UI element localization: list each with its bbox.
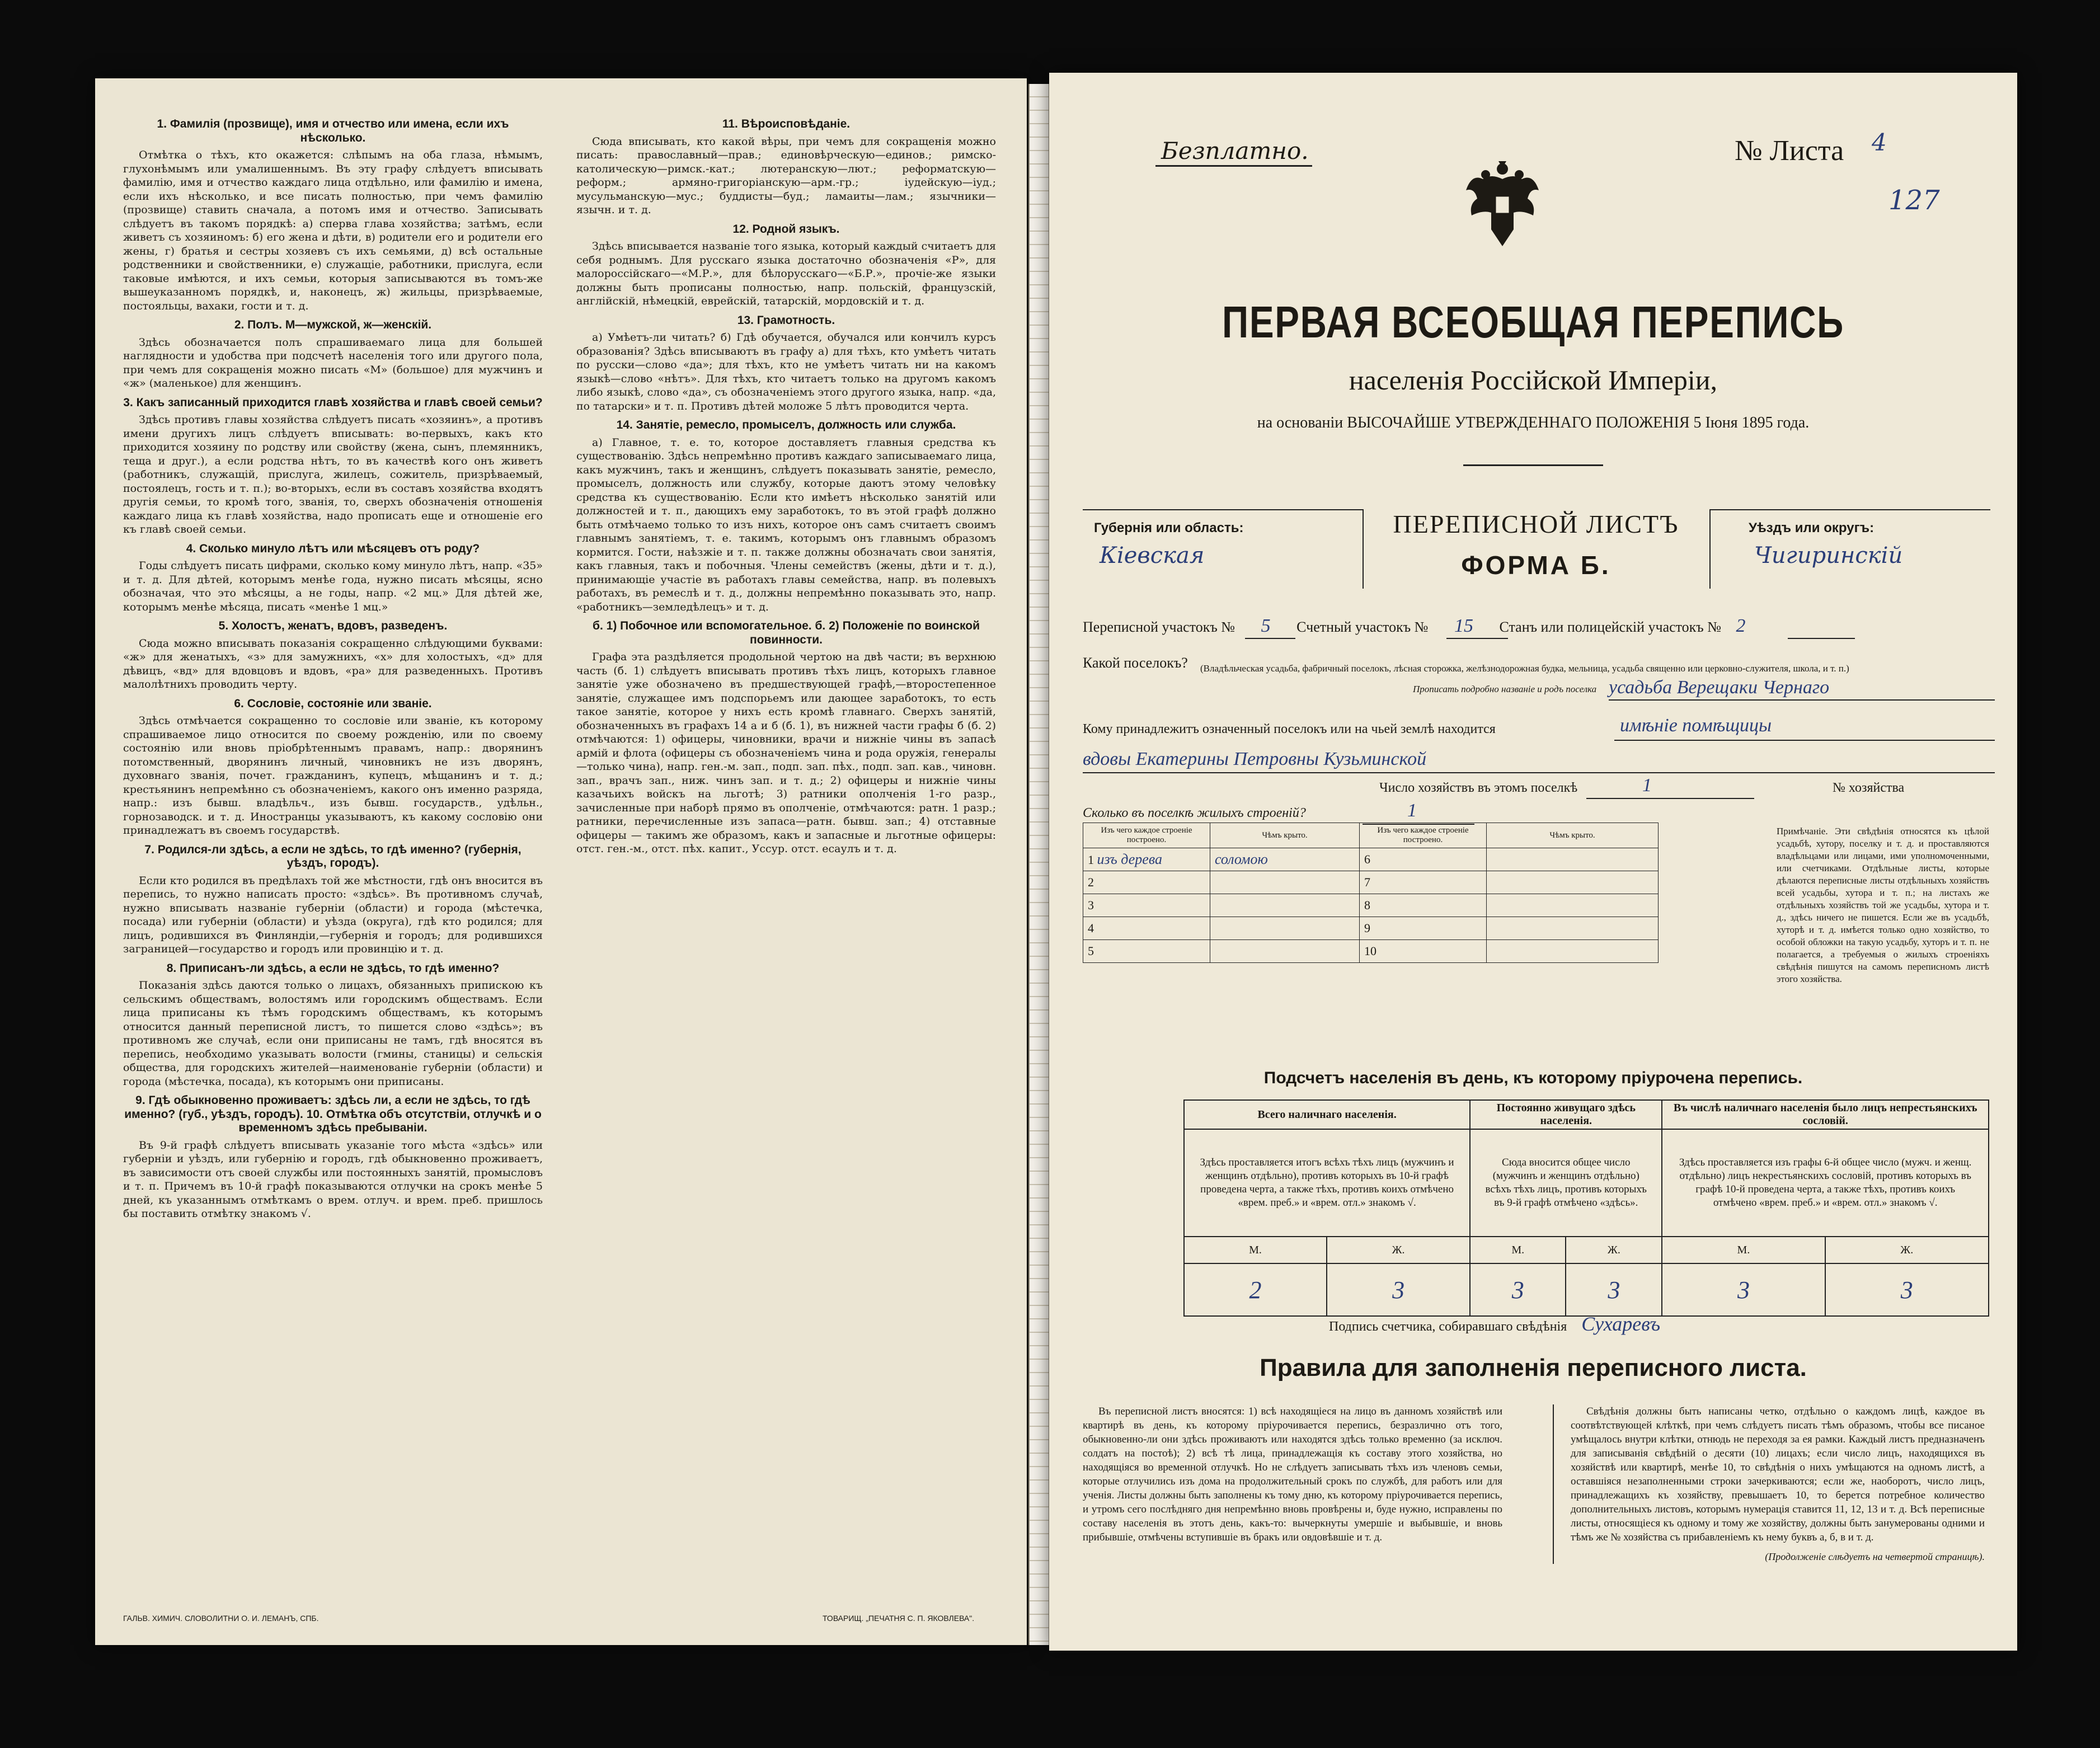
table-cell[interactable]: 9: [1360, 917, 1487, 940]
table-cell[interactable]: [1487, 871, 1659, 894]
table-row: [1083, 917, 1659, 940]
table-cell[interactable]: 2: [1083, 871, 1210, 894]
stan-value[interactable]: 2: [1736, 615, 1746, 636]
male-header: М.: [1662, 1237, 1825, 1263]
gubernia-label: Губернія или область:: [1094, 520, 1244, 535]
table-row: [1083, 894, 1659, 917]
household-no-label: № хозяйства: [1833, 781, 1905, 795]
poselok-hint2: Прописать подробно названіе и родъ поселка: [1413, 684, 1597, 694]
nonpeasant-male-value[interactable]: 3: [1662, 1263, 1825, 1316]
left-column-1: [123, 112, 543, 1225]
count-header-3: Въ числѣ наличнаго населенія было лицъ непрестьянскихъ сословій.: [1662, 1100, 1989, 1129]
underline: [1788, 638, 1855, 639]
section-text: Здѣсь вписывается названіе того языка, который каждый считаетъ для себя роднымъ. Для русскаго языка достаточно обозначенія «Р», для малороссійскаго—«М.Р.», для бѣлорусскаго—«Б.Р.», прочіе-же языки должны быть прописаны полностью, напр. польскій, французскій, англійскій, нѣмецкій, еврейскій, татарскій, мордовскій и т. д.: [576, 240, 996, 307]
total-male-value[interactable]: 2: [1184, 1263, 1327, 1316]
rules-column-left: [1083, 1404, 1502, 1549]
archive-number-handwritten: 127: [1888, 185, 1940, 216]
underline: [1614, 740, 1995, 741]
table-cell[interactable]: [1210, 917, 1360, 940]
form-heading-line2: ФОРМА Б.: [1461, 551, 1611, 580]
section-heading: б. 1) Побочное или вспомогательное. б. 2) Положеніе по воинской повинности.: [593, 619, 980, 646]
row1-material[interactable]: изъ дерева: [1097, 851, 1162, 867]
left-page: [95, 78, 1027, 1645]
count-header-1: Всего наличнаго населенія.: [1184, 1100, 1470, 1129]
schetny-label: Счетный участокъ №: [1296, 619, 1429, 635]
owner-value-2[interactable]: вдовы Екатерины Петровны Кузьминской: [1083, 749, 1427, 769]
poselok-value[interactable]: усадьба Верещаки Чернаго: [1609, 677, 1830, 698]
poselok-row: [1083, 655, 1188, 671]
table-cell[interactable]: [1487, 940, 1659, 963]
table-cell[interactable]: [1210, 871, 1360, 894]
table-cell[interactable]: 10: [1360, 940, 1487, 963]
count-desc-1: Здѣсь проставляется итогъ всѣхъ тѣхъ лицъ (мужчинъ и женщинъ отдѣльно), противъ которыхъ въ 10-й графѣ проведена черта, а также тѣхъ, противъ коихъ отмѣчено «врем. преб.» и «врем. отл.» знакомъ √.: [1184, 1129, 1470, 1237]
col-material-header: Изъ чего каждое строеніе построено.: [1083, 823, 1210, 848]
uchastok-value[interactable]: 5: [1261, 615, 1271, 636]
row1-roof[interactable]: соломою: [1215, 851, 1268, 867]
underline: [1245, 638, 1295, 639]
section-heading: 7. Родился-ли здѣсь, а если не здѣсь, то гдѣ именно? (губернія, уѣздъ, городъ).: [144, 843, 522, 870]
total-female-value[interactable]: 3: [1327, 1263, 1470, 1316]
section-heading: 4. Сколько минуло лѣтъ или мѣсяцевъ отъ роду?: [186, 542, 480, 555]
legal-basis: на основаніи ВЫСОЧАЙШЕ УТВЕРЖДЕННАГО ПОЛОЖЕНІЯ 5 Іюня 1895 года.: [1257, 414, 1810, 431]
nonpeasant-female-value[interactable]: 3: [1825, 1263, 1989, 1316]
households-value[interactable]: 1: [1642, 775, 1652, 796]
resident-female-value[interactable]: 3: [1566, 1263, 1662, 1316]
section-text: Отмѣтка о тѣхъ, кто окажется: слѣпымъ на оба глаза, нѣмымъ, глухонѣмымъ или умалишеннымъ. Въ эту графу слѣдуетъ вписывать фамилію, имя и отчество каждаго лица отдѣльно, или фамилію и имена, если ихъ нѣсколько, и все писать полностью, при чемъ фамилію (прозвище) ставить сначала, а потомъ имя и отчество. Записывать слѣдуетъ въ такомъ порядкѣ: а) сперва глава хозяйства; затѣмъ, если живетъ съ хозяиномъ: б) его жена и дѣти, в) родители его и родители его жены, г) братья и сестры хозяевъ съ ихъ семьями, д) всѣ остальные родственники и свойственники, е) служащіе, работники, прислуга, если таковые имѣются, и ихъ семьи, которыя записываются въ томъ-же вышеуказанномъ порядкѣ, и, наконецъ, ж) жильцы, призрѣваемые, постояльцы, вахаки, гости и т. д.: [123, 149, 543, 312]
section-text: Здѣсь противъ главы хозяйства слѣдуетъ писать «хозяинъ», а противъ имени другихъ лицъ слѣдуетъ вписывать: во-первыхъ, какъ кто приходится хозяину по родству или свойству (жена, сынъ, племянникъ, теща и друг.), а если родства нѣтъ, то въ качествѣ кого онъ живетъ (работникъ, служащій, прислуга, жилецъ, сожитель, призрѣваемый, постоялецъ, гость и т. п.); во-вторыхъ, если въ составъ хозяйства входятъ другія семьи, то кромѣ того, званія, то, сверхъ обозначенія отношенія каждаго лица къ главѣ хозяйства, надо прописать еще и отношеніе его къ главѣ своей семьи.: [123, 413, 543, 535]
table-cell[interactable]: 4: [1083, 917, 1210, 940]
count-title: Подсчетъ населенія въ день, къ которому пріурочена перепись.: [1263, 1069, 1803, 1087]
left-column-2: [576, 112, 996, 861]
count-desc-2: Сюда вносится общее число (мужчинъ и женщинъ отдѣльно) всѣхъ тѣхъ лицъ, противъ которыхъ въ 9-й графѣ отмѣчено «здѣсь».: [1470, 1129, 1662, 1237]
section-heading: 1. Фамилія (прозвище), имя и отчество или имена, если ихъ нѣсколько.: [157, 118, 509, 144]
section-text: Показанія здѣсь даются только о лицахъ, обязанныхъ припискою къ сельскимъ обществамъ, волостямъ или городскимъ обществамъ. Если лица приписаны къ тѣмъ городскимъ обществамъ, къ которымъ относится данный переписной листъ, то пишется слово «здѣсь»; въ противномъ же случаѣ, если они приписаны не тамъ, гдѣ вносятся въ перепись, необходимо указывать волости (гмины, станицы) и сельскія общества, для городскихъ жителей—наименованіе губерніи (области) и города (мѣстечка, посада), къ которымъ они приписаны.: [123, 979, 543, 1088]
col-material-header: Изъ чего каждое строеніе построено.: [1360, 823, 1487, 848]
section-heading: 12. Родной языкъ.: [732, 222, 840, 236]
page-title: ПЕРВАЯ ВСЕОБЩАЯ ПЕРЕПИСЬ: [1222, 297, 1844, 347]
sheet-number-handwritten: 4: [1872, 129, 1887, 156]
poselok-hint: (Владѣльческая усадьба, фабричный поселокъ, лѣсная сторожка, желѣзнодорожная будка, мельница, усадьба священно или церковно-служителя, школа, и т. п.): [1200, 663, 1849, 674]
double-headed-eagle-icon: [1460, 157, 1544, 252]
section-text: Если кто родился въ предѣлахъ той же мѣстности, гдѣ онъ вносится въ перепись, то нужно написать просто: «здѣсь». Въ противномъ случаѣ, нужно вписывать названіе губерніи (области) и города (мѣстечка, посада) или губерніи (области) и уѣзда (округа), гдѣ кто родился; для лицъ, родившихся въ Финляндіи,—губернія и городъ; для родившихся заграницей—государство и городъ или провинцію и т. д.: [123, 874, 543, 955]
section-heading: 14. Занятіе, ремесло, промыселъ, должность или служба.: [616, 419, 956, 431]
section-text: Годы слѣдуетъ писать цифрами, сколько кому минуло лѣтъ, напр. «35» и т. д. Для дѣтей, которымъ менѣе года, нужно писать мѣсяцы, ясно обозначая, что это мѣсяцы, а не годы, напр. «2 мц.» Для дѣтей же, которымъ менѣе мѣсяца, писать «менѣе 1 мц.»: [123, 560, 543, 613]
rules-column-right: [1553, 1404, 1985, 1564]
section-text: Здѣсь отмѣчается сокращенно то сословіе или званіе, къ которому спрашиваемое лицо относится по своему рожденію, или по своему состоянію или вновь пріобрѣтеннымъ правамъ, напр.: дворянинъ потомственный, дворянинъ личный, чиновникъ не изъ дворянъ, духовнаго званія, почет. гражданинъ, купецъ, мѣщанинъ и т. д.; крестьянинъ непремѣнно съ обозначеніемъ, какого онъ именно разряда, напр.: изъ бывш. владѣльч., изъ бывш. государств., удѣльн., горнозаводск. и т. д. Иностранцы указываютъ, къ какому сословію они принадлежатъ въ своемъ государствѣ.: [123, 715, 543, 837]
table-cell[interactable]: 1 изъ дерева: [1083, 848, 1210, 871]
table-cell[interactable]: [1210, 894, 1360, 917]
households-label: Число хозяйствъ въ этомъ поселкѣ: [1379, 781, 1578, 795]
table-row: [1083, 848, 1659, 871]
section-heading: 11. Вѣроисповѣданіе.: [722, 118, 851, 130]
continued-note: (Продолженіе слѣдуетъ на четвертой страницѣ).: [1765, 1551, 1985, 1562]
right-page: [1049, 73, 2017, 1651]
resident-male-value[interactable]: 3: [1470, 1263, 1566, 1316]
table-cell[interactable]: [1487, 848, 1659, 871]
table-cell[interactable]: 3: [1083, 894, 1210, 917]
section-heading: 6. Сословіе, состояніе или званіе.: [234, 697, 432, 710]
count-desc-3: Здѣсь проставляется изъ графы 6-й общее число (мужч. и женщ. отдѣльно) лицъ некрестьянскихъ сословій, противъ которыхъ въ графѣ 10-й проведена черта, а также тѣхъ, противъ коихъ отмѣчено «врем. преб.» и «врем. отл.» знакомъ √.: [1662, 1129, 1989, 1237]
binding-spine: [1028, 84, 1050, 1645]
underline: [1586, 798, 1754, 799]
table-cell[interactable]: 8: [1360, 894, 1487, 917]
table-cell[interactable]: [1487, 894, 1659, 917]
table-row: [1083, 940, 1659, 963]
male-header: М.: [1184, 1237, 1327, 1263]
form-heading: [1385, 509, 1687, 580]
free-label: Безплатно.: [1161, 137, 1309, 165]
table-cell[interactable]: [1210, 940, 1360, 963]
uchastok-label: Переписной участокъ №: [1083, 619, 1235, 635]
section-text: Здѣсь обозначается полъ спрашиваемаго лица для большей наглядности и удобства при подсчетѣ населенія того или другого пола, при чемъ для сокращенія можно писать «М» (большое) для мужчинъ и «ж» (маленькое) для женщинъ.: [123, 336, 543, 389]
printer-footnote-left: ГАЛЬВ. ХИМИЧ. СЛОВОЛИТНИ О. И. ЛЕМАНЪ, СПБ.: [123, 1614, 319, 1623]
table-cell[interactable]: [1487, 917, 1659, 940]
poselok-label: Какой поселокъ?: [1083, 655, 1188, 671]
buildings-note: Примѣчаніе. Эти свѣдѣнія относятся къ цѣлой усадьбѣ, хутору, поселку и т. д. и проставляются владѣльцами или лицами, ими уполномоченными, или счетчиками. Отдѣльные листы, которые дѣлаются переписные листы отдѣльныхъ хозяйствъ всей усадьбы, хутора и т. п.; на листахъ же отдѣльныхъ хозяйствъ той же усадьбы, хутора и т. д., здѣсь ничего не пишется. Если же въ усадьбѣ, хуторѣ и т. д. имѣется только одно хозяйство, то особой обложки на такую усадьбу, хуторъ и т. п. не полагается, а требуемыя о жилыхъ строеніяхъ свѣдѣнія пишутся на самомъ переписномъ листѣ этого хозяйства.: [1777, 826, 1989, 984]
section-text: а) Главное, т. е. то, которое доставляетъ главныя средства къ существованію. Здѣсь непремѣнно противъ каждаго записываемаго лица, какъ мужчинъ, такъ и женщинъ, слѣдуетъ показывать занятіе, ремесло, промыселъ, должность или службу, которые даютъ этому человѣку средства къ существованію. Если кто имѣетъ нѣсколько занятій или должностей и т. п., дающихъ ему заработокъ, то въ этой графѣ должно быть отмѣчаемо только то изъ нихъ, которое онъ самъ считаетъ своимъ главнымъ занятіемъ, т. е. такимъ, которымъ онъ главнымъ образомъ кормится. Гости, наѣзжіе и т. п. также должны обозначать свои занятія, какъ главныя, такъ и побочныя. Члены семействъ (жены, дѣти и т. д.), принимающіе участіе въ работахъ главы семейства, напр. въ полевыхъ работахъ, въ ремеслѣ и т. д., должны непремѣнно показывать это, напр. «работникъ—земледѣлецъ» и т. д.: [576, 436, 996, 613]
count-header-2: Постоянно живущаго здѣсь населенія.: [1470, 1100, 1662, 1129]
gubernia-value[interactable]: Кіевская: [1100, 543, 1205, 568]
table-cell[interactable]: [1210, 848, 1360, 871]
table-row: [1083, 871, 1659, 894]
section-heading: 9. Гдѣ обыкновенно проживаетъ: здѣсь ли, а если не здѣсь, то гдѣ именно? (губ., уѣздъ, городъ). 10. Отмѣтка объ отсутствіи, отлучкѣ и о временномъ здѣсь пребываніи.: [124, 1094, 542, 1134]
section-text: Въ 9-й графѣ слѣдуетъ вписывать указаніе того мѣста «здѣсь» или губерніи и уѣздъ, или губернію и городъ, гдѣ обыкновенно проживаетъ, въ зависимости отъ своей службы или постоянныхъ занятій, промысловъ и т. п. Причемъ въ 10-й графѣ показываются отлучки на срокъ менѣе 5 дней, къ указаннымъ отмѣткамъ о врем. отлуч. и врем. преб. пришлось бы поставить отмѣтку знакомъ √.: [123, 1139, 543, 1220]
free-underline: [1155, 165, 1312, 167]
stan-label: Станъ или полицейскій участокъ №: [1499, 619, 1722, 635]
uezd-label: Уѣздъ или округъ:: [1749, 520, 1875, 535]
section-heading: 13. Грамотность.: [737, 313, 835, 327]
sheet-number-label: № Листа: [1735, 135, 1844, 167]
underline: [1446, 638, 1508, 639]
table-cell[interactable]: 6: [1360, 848, 1487, 871]
section-heading: 5. Холостъ, женатъ, вдовъ, разведенъ.: [218, 619, 448, 632]
table-cell[interactable]: 7: [1360, 871, 1487, 894]
underline: [1083, 772, 1995, 773]
section-text: Сюда вписывать, кто какой вѣры, при чемъ для сокращенія можно писать: православный—прав.; единовѣрческую—единов.; римско-католическую—римск.-кат.; лютеранскую—лют.; реформатскую—реформ.; армяно-григоріанскую—арм.-гр.; іудейскую—іуд.; мусульманскую—мус.; буддисты—буд.; ламаиты—лам.; язычники—язычн. и т. д.: [576, 135, 996, 216]
population-count-table: [1183, 1099, 1989, 1317]
buildings-table: [1083, 823, 1659, 963]
col-roof-header: Чѣмъ крыто.: [1487, 823, 1659, 848]
printer-footnote-right: ТОВАРИЩ. „ПЕЧАТНЯ С. П. ЯКОВЛЕВА".: [823, 1614, 975, 1623]
owner-value-1[interactable]: имѣніе помѣщицы: [1620, 715, 1772, 736]
buildings-label: Сколько въ поселкѣ жилыхъ строеній?: [1083, 806, 1306, 820]
rules-text: Въ переписной листъ вносятся: 1) всѣ находящіеся на лицо въ данномъ хозяйствѣ или квартирѣ въ день, къ которому пріурочивается перепись, безразлично отъ того, обыкновенно-ли они здѣсь проживаютъ или находятся здѣсь только временно (за исключ. солдатъ на постоѣ); 2) всѣ тѣ лица, принадлежащія къ составу этого хозяйства, но находящіяся во временной отлучкѣ. Но не слѣдуетъ записывать тѣхъ изъ членовъ семьи, которые отлучились изъ дома на продолжительный срокъ по службѣ, для работъ или для ученія. Листы должны быть заполнены къ тому дню, къ которому пріурочивается перепись, и утромъ сего послѣдняго дня непремѣнно вновь провѣрены и, буде нужно, исправлены по составу населенія въ этотъ день, какъ-то: вычеркнуты умершіе и выбывшіе, и вновь прибывшіе, отмѣчены вступившіе въ бракъ или овдовѣвшіе и т. д.: [1083, 1406, 1502, 1543]
signature-label: Подпись счетчика, собиравшаго свѣдѣнія: [1329, 1319, 1567, 1334]
section-heading: 2. Полъ. М—мужской, ж—женскій.: [234, 318, 432, 331]
section-text: Сюда можно вписывать показанія сокращенно слѣдующими буквами: «ж» для женатыхъ, «з» для замужнихъ, «х» для холостыхъ, «д» для дѣвицъ, «вд» для вдовцовъ и вдовъ, «ра» для разведенныхъ. Противъ малолѣтнихъ проводить черту.: [123, 637, 543, 690]
table-cell[interactable]: 5: [1083, 940, 1210, 963]
female-header: Ж.: [1566, 1237, 1662, 1263]
signature-value[interactable]: Сухаревъ: [1581, 1313, 1661, 1335]
underline: [1609, 699, 1995, 701]
buildings-value[interactable]: 1: [1407, 800, 1417, 821]
page-subtitle: населенія Россійской Имперіи,: [1349, 364, 1718, 396]
uchastok-row: [1083, 615, 1757, 637]
section-text: Графа эта раздѣляется продольной чертою на двѣ части; въ верхнюю часть (б. 1) слѣдуетъ вписывать противъ тѣхъ лицъ, которыхъ главное занятіе уже обозначено въ предшествующей графѣ,—второстепенное занятіе, служащее имъ подспорьемъ или дающее заработокъ, то есть такое занятіе, которое у нихъ есть кромѣ главнаго. Сверхъ занятій, обозначенныхъ въ графахъ 14 а и б (б. 1), въ нижней части графы б (б. 2) отмѣчаются: 1) офицеры, чиновники, врачи и нижніе чины въ запасѣ армій и флота (офицеры съ обозначеніемъ чина и рода оружія, генералы—только чина), напр. ген.-м. зап., подп. зап. пѣх., подп. зап. кав., чиновн. зап., врачъ зап., ниж. чинъ зап. и т. д.; 2) офицеры и нижніе чины казачьихъ войскъ на льготѣ; 3) ратники ополченія 1-го разр., зачисленные при наборѣ прямо въ ополченіе, отмѣчаются: ратн. 1 разр.; ратники, перечисленные изъ запаса—ратн. бывш. зап.; 4) отставные офицеры — такимъ же образомъ, какъ и запасные и льготные офицеры: отст. ген.-м., отст. пѣх. капит., Уссур. отст. есаулъ и т. д.: [576, 651, 996, 855]
col-roof-header: Чѣмъ крыто.: [1210, 823, 1360, 848]
male-header: М.: [1470, 1237, 1566, 1263]
section-heading: 8. Приписанъ-ли здѣсь, а если не здѣсь, то гдѣ именно?: [166, 961, 500, 975]
section-heading: 3. Какъ записанный приходится главѣ хозяйства и главѣ своей семьи?: [123, 396, 543, 409]
female-header: Ж.: [1327, 1237, 1470, 1263]
uezd-value[interactable]: Чигиринскій: [1754, 543, 1903, 568]
owner-label: Кому принадлежитъ означенный поселокъ или на чьей землѣ находится: [1083, 722, 1496, 736]
schetny-value[interactable]: 15: [1454, 615, 1473, 636]
female-header: Ж.: [1825, 1237, 1989, 1263]
divider: [1463, 464, 1603, 466]
rules-text: Свѣдѣнія должны быть написаны четко, отдѣльно о каждомъ лицѣ, каждое въ соотвѣтствующей клѣткѣ, при чемъ слѣдуетъ писать тѣмъ образомъ, чтобы все писаное умѣщалось внутри клѣтки, отнюдь не переходя за ея рамки. Каждый листъ предназначенъ для записыванія свѣдѣній о десяти (10) лицахъ; если число лицъ, находящихся въ хозяйствѣ или квартирѣ, менѣе 10, то свѣдѣнія о нихъ умѣщаются на одномъ листѣ, а оставшіяся незаполненными строки зачеркиваются; если же, наоборотъ, число лицъ, принадлежащихъ къ хозяйству, превышаетъ 10, то берется потребное количество дополнительныхъ листовъ, которымъ нумерація ставится 11, 12, 13 и т. д. Всѣ переписные листы, относящіеся къ одному и тому же хозяйству, должны быть занумерованы одними и тѣмъ же № хозяйства съ прибавленіемъ къ нему буквъ а, б, в и т. д.: [1571, 1406, 1985, 1543]
signature-row: [1329, 1312, 1660, 1336]
section-text: а) Умѣетъ-ли читать? б) Гдѣ обучается, обучался или кончилъ курсъ образованія? Здѣсь вписываютъ въ графу а) для тѣхъ, кто умѣетъ читать по русски—слово «да»; для тѣхъ, кто не умѣетъ читать ни на какомъ языкѣ—слово «нѣтъ». Для тѣхъ, кто читаетъ только на другомъ какомъ либо языкѣ, слово «да», съ обозначеніемъ этого другого языка, напр. «да, по татарски» и т. п. Противъ дѣтей моложе 5 лѣтъ проводится черта.: [576, 331, 996, 412]
rules-title: Правила для заполненія переписного листа.: [1260, 1354, 1807, 1382]
form-heading-line1: ПЕРЕПИСНОЙ ЛИСТЪ: [1393, 510, 1679, 538]
